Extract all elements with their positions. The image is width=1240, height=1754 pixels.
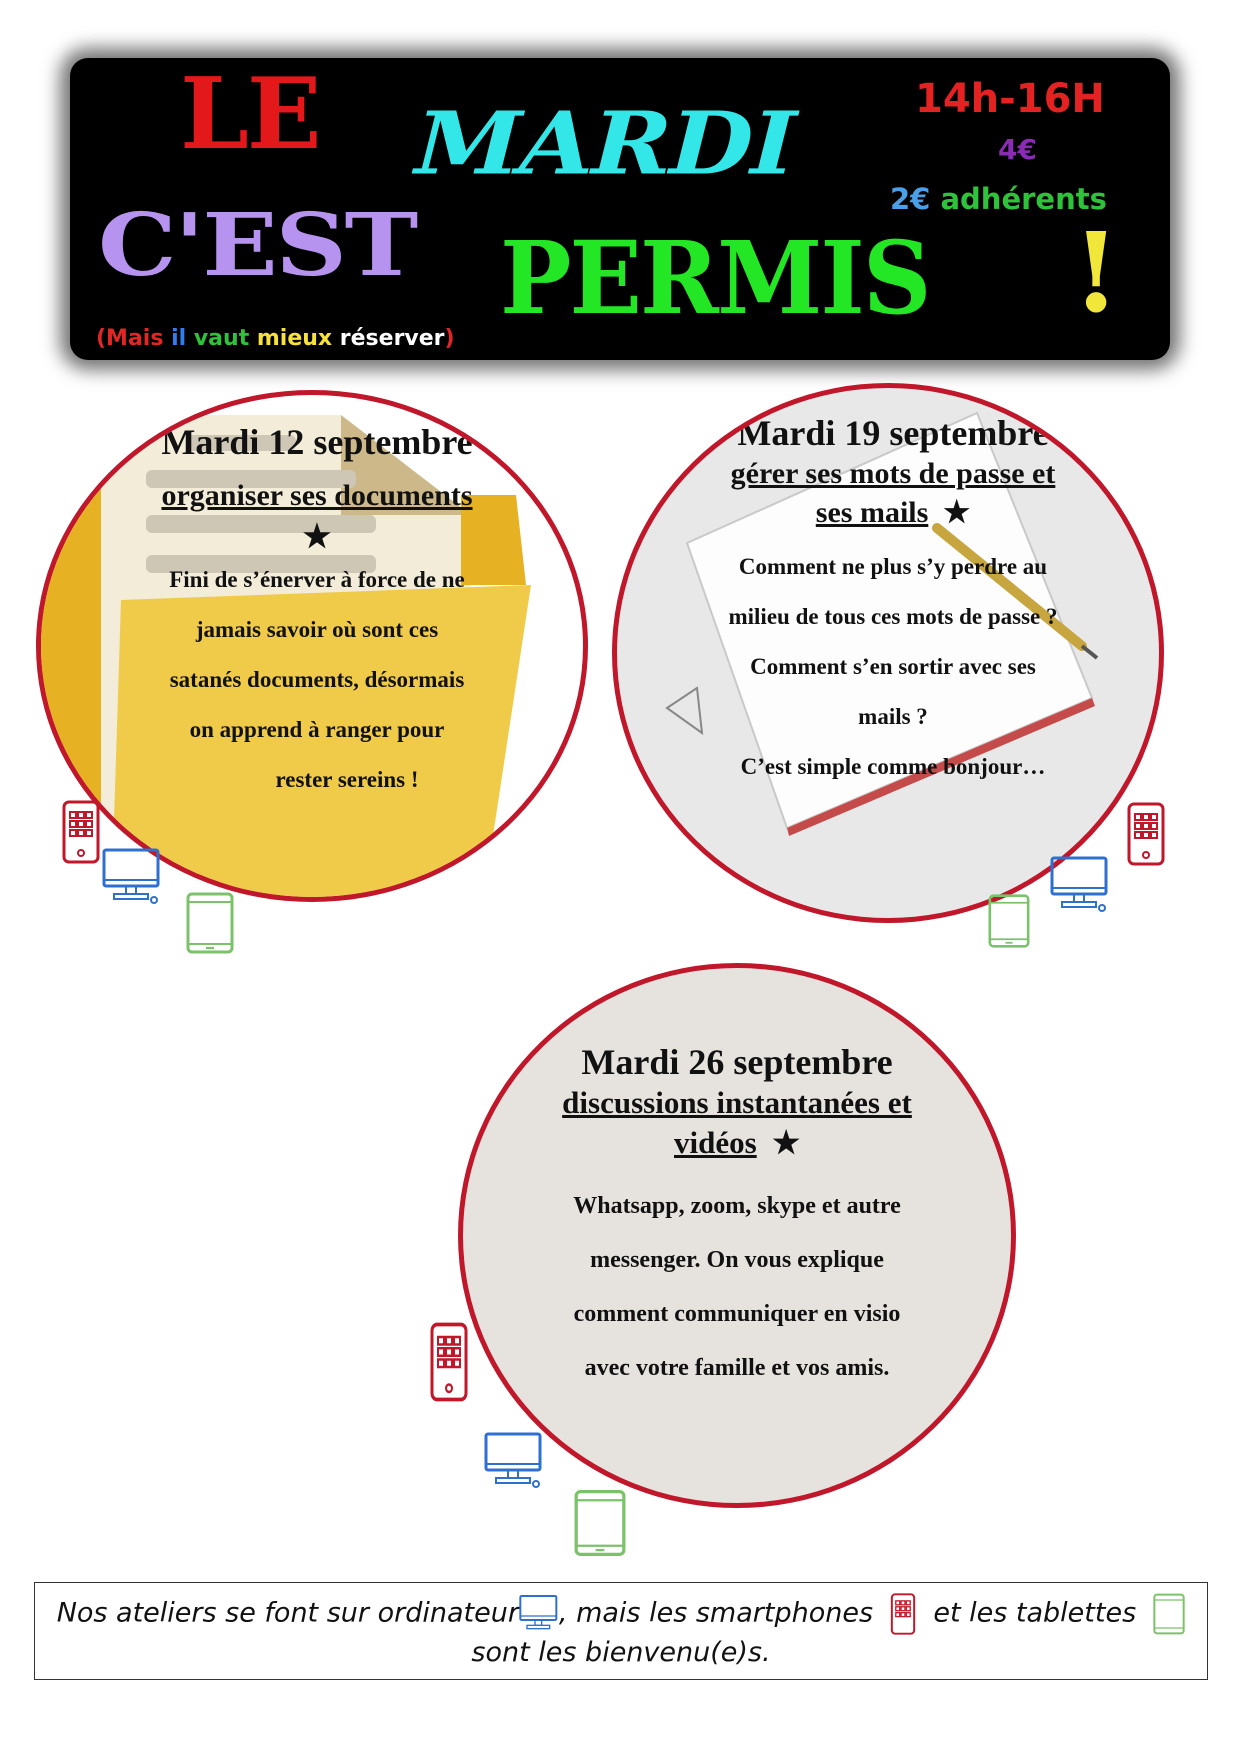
banner-word-permis: PERMIS (500, 219, 930, 337)
price-member-amount: 2€ (890, 182, 931, 216)
tablet-icon (1153, 1593, 1185, 1635)
star-icon: ★ (943, 495, 971, 529)
workshop-3-date: Mardi 26 septembre (581, 1042, 893, 1082)
workshop-card-1 (36, 390, 588, 902)
tablet-icon (988, 894, 1030, 948)
smartphone-icon (62, 800, 100, 864)
banner-word-cest: C'EST (98, 195, 416, 296)
price-full: 4€ (998, 133, 1037, 166)
workshop-3-body (493, 1179, 981, 1395)
footer-text-tablets: et les tablettes (933, 1597, 1137, 1629)
tablet-icon (186, 892, 234, 954)
reservation-note (96, 326, 455, 351)
banner-word-le: LE (180, 58, 320, 172)
workshop-3-topic-line2-wrap (493, 1123, 981, 1163)
body-line: on apprend à ranger pour (189, 716, 445, 742)
workshop-1-content (71, 423, 563, 805)
workshop-2-content (657, 414, 1129, 792)
banner-word-mardi: MARDI (402, 92, 807, 195)
workshop-2-body (657, 542, 1129, 792)
body-line: comment communiquer en visio (573, 1301, 901, 1328)
reserve-part2: il (171, 326, 194, 351)
reserve-part4: mieux (256, 326, 340, 351)
workshop-2-date: Mardi 19 septembre (737, 413, 1049, 453)
star-icon: ★ (302, 517, 332, 554)
body-line: Fini de s’énerver à force de ne (169, 566, 465, 592)
reserve-part1: (Mais (96, 326, 172, 351)
banner-exclamation: ! (1072, 208, 1119, 337)
smartphone-icon (890, 1593, 916, 1635)
body-line: avec votre famille et vos amis. (584, 1355, 890, 1382)
body-line: C’est simple comme bonjour… (740, 753, 1046, 779)
computer-icon (1050, 856, 1110, 914)
workshop-1-date: Mardi 12 septembre (161, 422, 473, 462)
hours-label: 14h-16H (915, 76, 1105, 122)
computer-icon (102, 848, 162, 906)
tablet-icon (574, 1488, 626, 1558)
workshop-card-3 (458, 963, 1016, 1508)
footer-text-computers: Nos ateliers se font sur ordinateur (56, 1597, 519, 1629)
workshop-1-body (71, 555, 563, 805)
body-line: Whatsapp, zoom, skype et autre (573, 1193, 901, 1220)
footer-text-smartphones: , mais les smartphones (558, 1597, 874, 1629)
price-member (890, 182, 1107, 216)
body-line: Comment s’en sortir avec ses (750, 653, 1036, 679)
smartphone-icon (1127, 802, 1165, 866)
reserve-part3: vaut (193, 326, 257, 351)
workshop-card-2 (612, 383, 1164, 923)
body-line: messenger. On vous explique (590, 1247, 884, 1274)
body-line: jamais savoir où sont ces (195, 616, 439, 642)
computer-icon (484, 1432, 544, 1490)
footer-line-1 (35, 1593, 1207, 1635)
star-icon: ★ (772, 1124, 800, 1160)
reserve-part5: réserver (339, 326, 445, 351)
computer-icon (519, 1594, 559, 1634)
body-line: satanés documents, désormais (169, 666, 465, 692)
reserve-part6: ) (444, 326, 455, 351)
footer-note (34, 1582, 1208, 1680)
workshop-2-topic-line2-wrap (657, 493, 1129, 532)
footer-line-2: sont les bienvenu(e)s. (471, 1637, 771, 1668)
body-line: milieu de tous ces mots de passe ? (728, 603, 1058, 629)
workshop-1-topic: organiser ses documents (161, 478, 473, 512)
body-line: Comment ne plus s’y perdre au (738, 553, 1048, 579)
workshop-3-topic-line1: discussions instantanées et (562, 1084, 912, 1120)
body-line: rester sereins ! (275, 766, 419, 792)
workshop-2-topic-line1: gérer ses mots de passe et (730, 456, 1056, 490)
workshop-3-topic-line2: vidéos (674, 1124, 757, 1160)
title-banner (70, 58, 1170, 360)
workshop-2-topic-line2: ses mails (815, 495, 929, 529)
smartphone-icon (430, 1322, 468, 1402)
body-line: mails ? (858, 703, 928, 729)
workshop-3-content (493, 1043, 981, 1395)
price-member-label: adhérents (940, 182, 1107, 216)
